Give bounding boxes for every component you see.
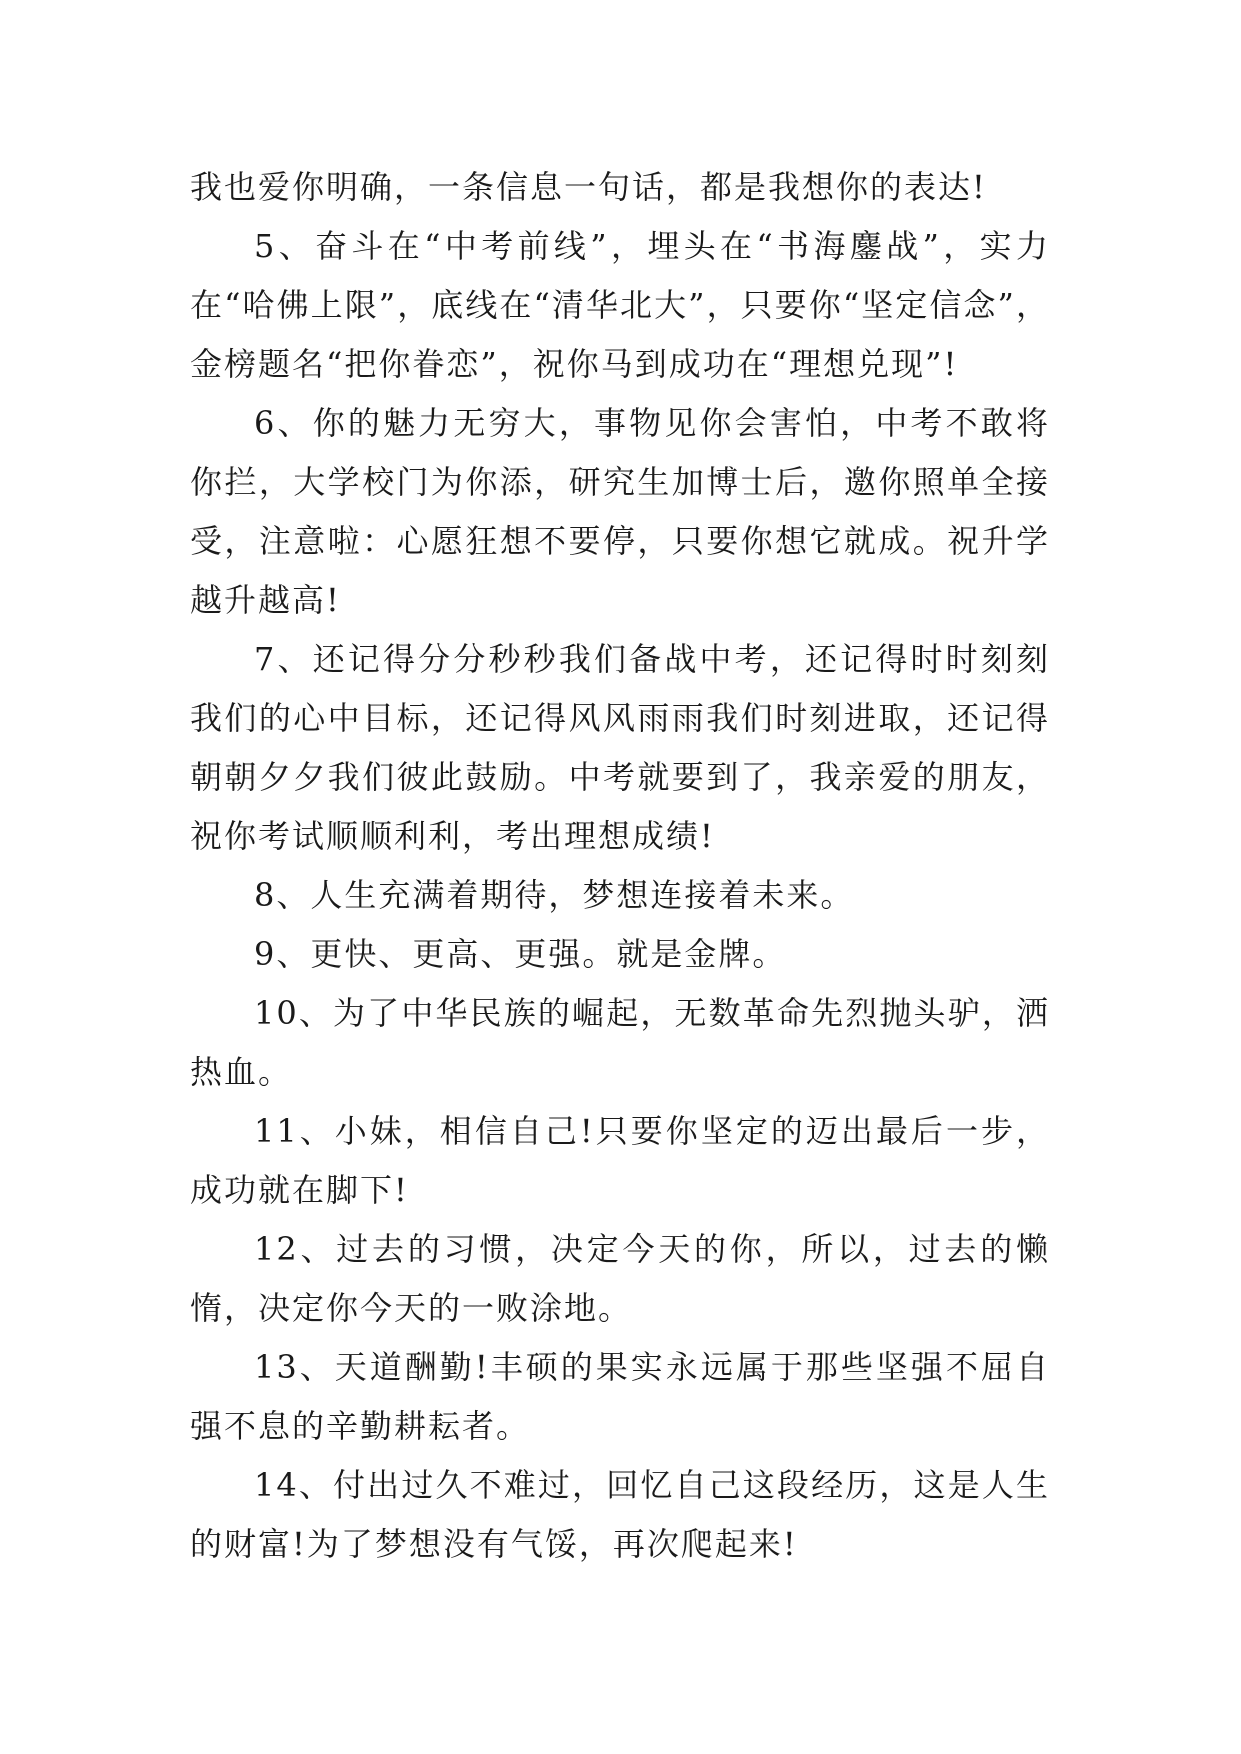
paragraph-item-12: 12、过去的习惯，决定今天的你，所以，过去的懒惰，决定你今天的一败涂地。 xyxy=(190,1230,1050,1327)
paragraph-item-6: 6、你的魅力无穷大，事物见你会害怕，中考不敢将你拦，大学校门为你添，研究生加博士后，邀你照单全接受，注意啦：心愿狂想不要停，只要你想它就成。祝升学越升越高! xyxy=(190,404,1050,619)
paragraph-item-10: 10、为了中华民族的崛起，无数革命先烈抛头驴，洒热血。 xyxy=(190,994,1050,1091)
paragraph-continuation: 我也爱你明确，一条信息一句话，都是我想你的表达! xyxy=(190,168,987,206)
paragraph-item-13: 13、天道酬勤!丰硕的果实永远属于那些坚强不屈自强不息的辛勤耕耘者。 xyxy=(190,1348,1050,1445)
paragraph-item-8: 8、人生充满着期待，梦想连接着未来。 xyxy=(254,876,855,914)
paragraph-item-14: 14、付出过久不难过，回忆自己这段经历，这是人生的财富!为了梦想没有气馁，再次爬起来! xyxy=(190,1466,1050,1563)
paragraph-item-9: 9、更快、更高、更强。就是金牌。 xyxy=(254,935,787,973)
paragraph-item-5: 5、奋斗在“中考前线”，埋头在“书海鏖战”，实力在“哈佛上限”，底线在“清华北大”，只要你“坚定信念”，金榜题名“把你眷恋”，祝你马到成功在“理想兑现”! xyxy=(190,227,1050,383)
document-body xyxy=(190,158,1050,1574)
paragraph-item-7: 7、还记得分分秒秒我们备战中考，还记得时时刻刻我们的心中目标，还记得风风雨雨我们时刻进取，还记得朝朝夕夕我们彼此鼓励。中考就要到了，我亲爱的朋友，祝你考试顺顺利利，考出理想成绩! xyxy=(190,640,1050,855)
paragraph-item-11: 11、小妹，相信自己!只要你坚定的迈出最后一步，成功就在脚下! xyxy=(190,1112,1050,1209)
